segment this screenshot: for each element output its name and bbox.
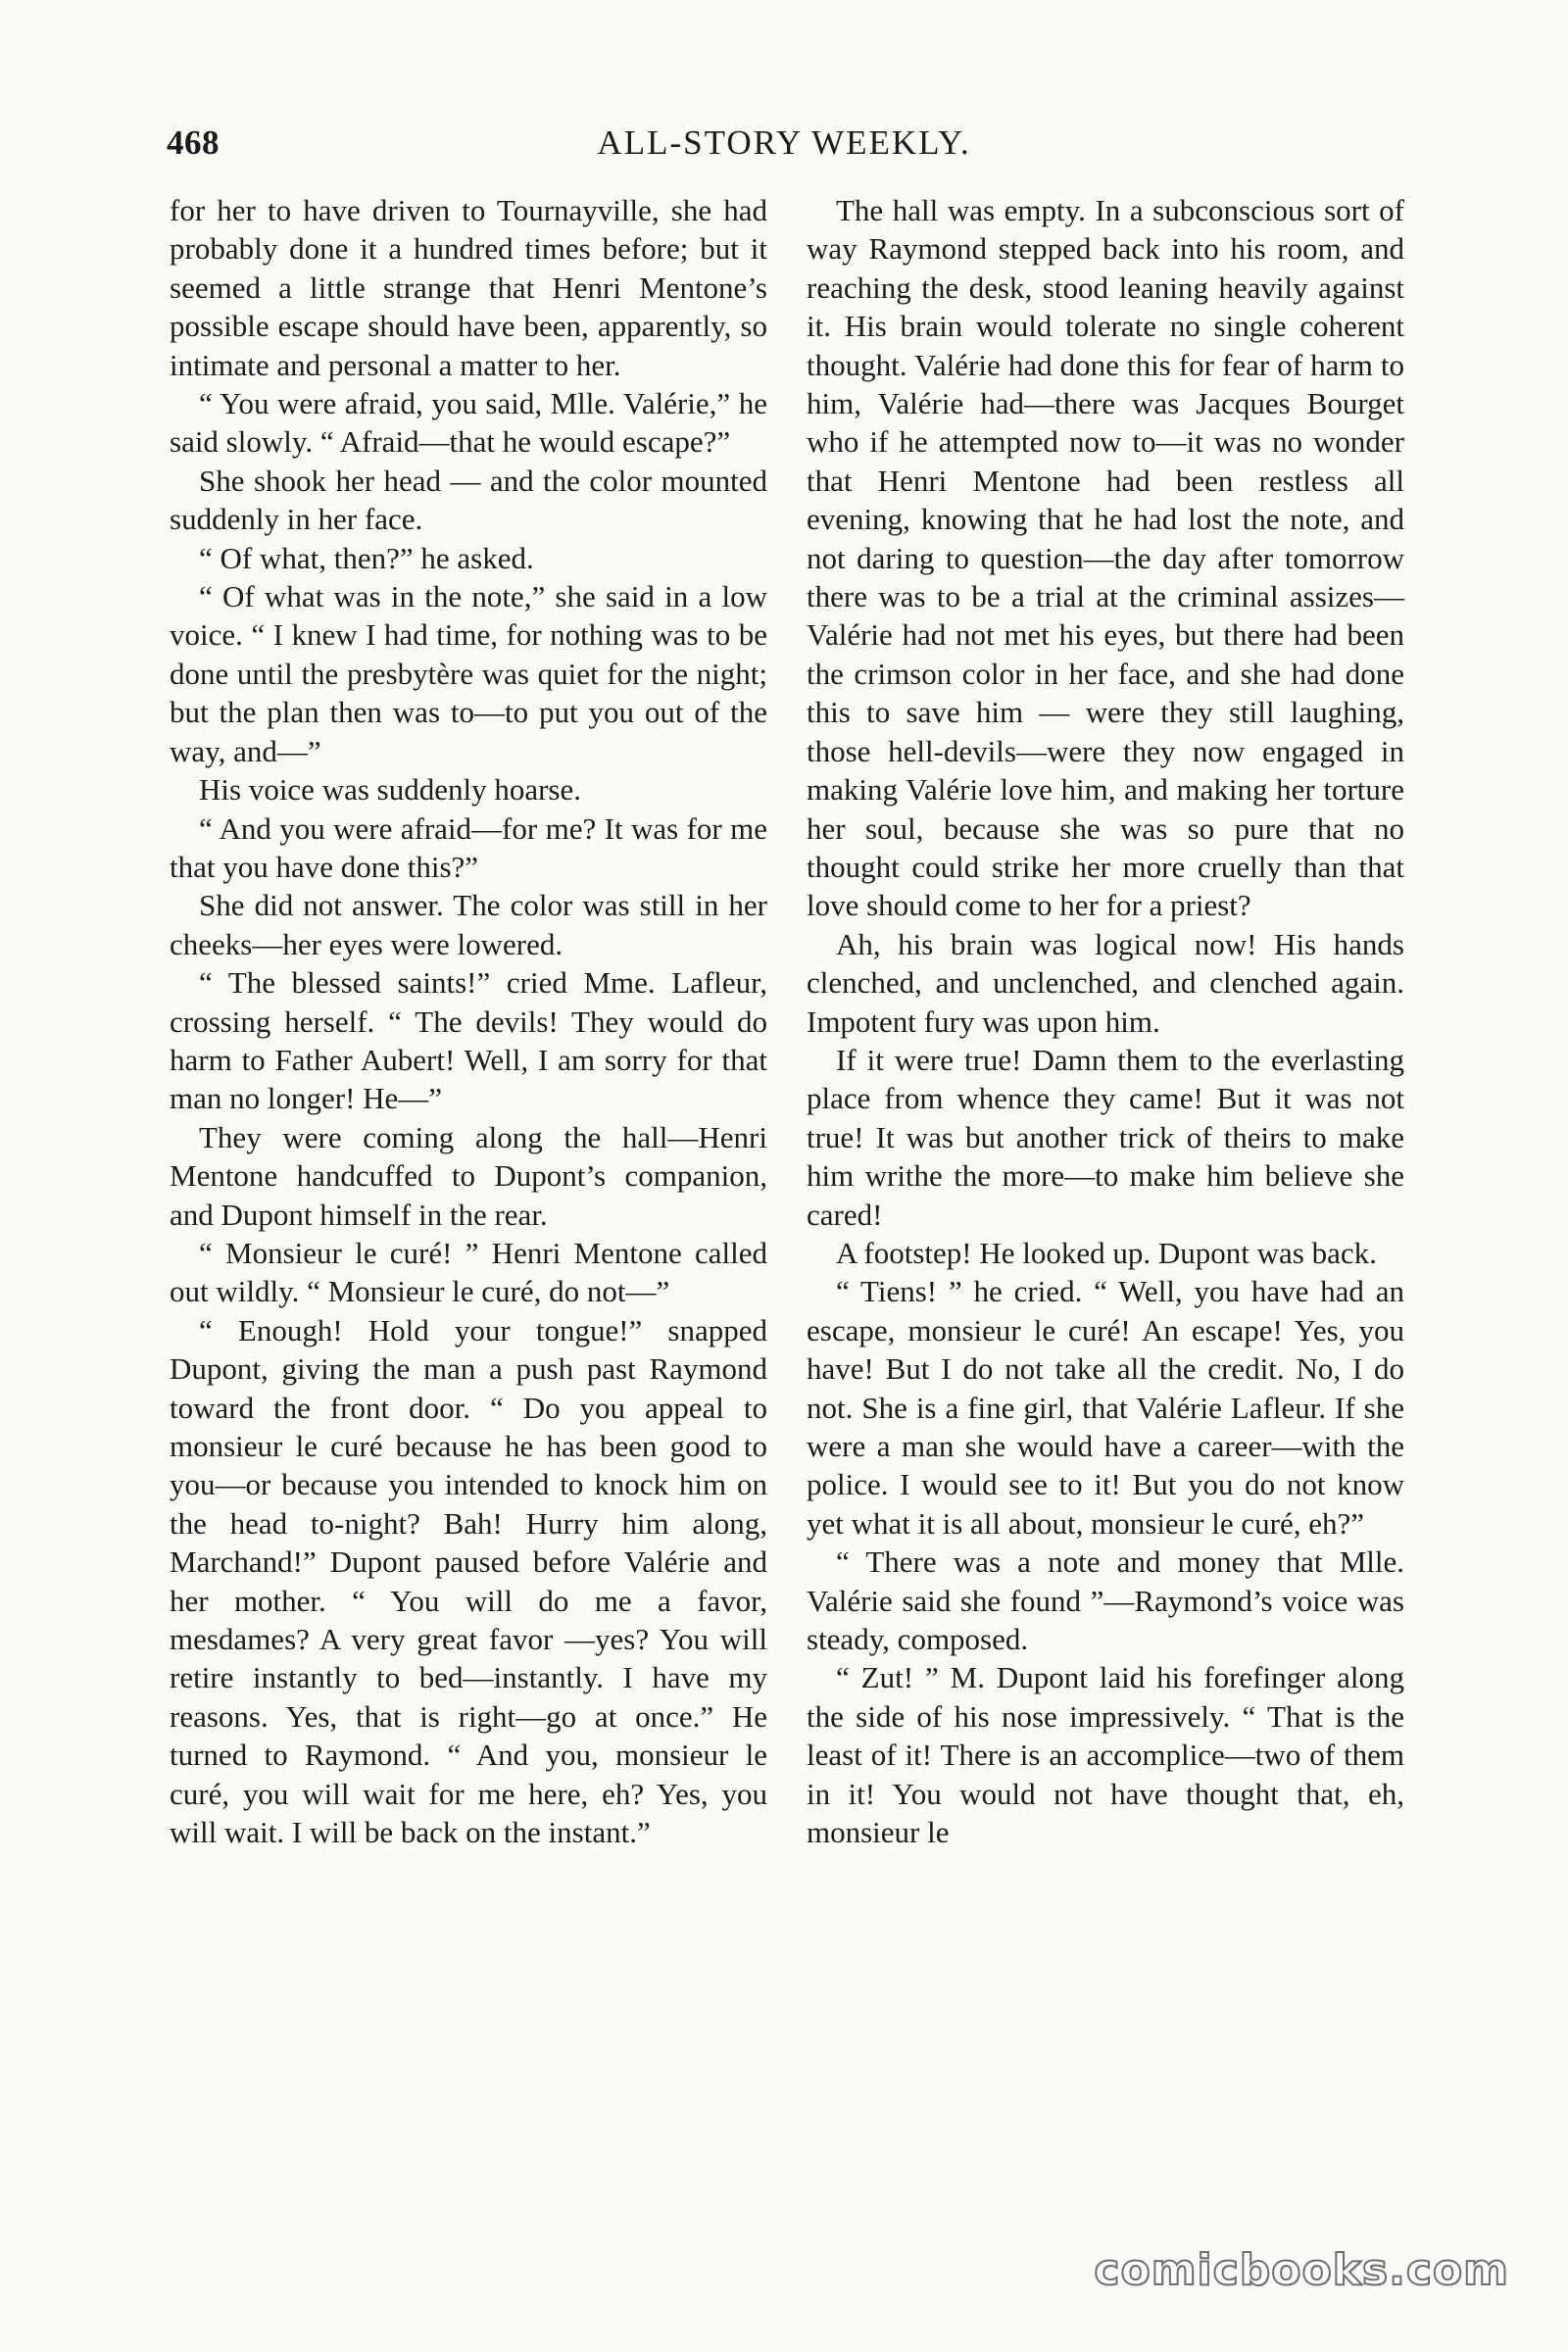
- watermark: comicbooks.com: [1094, 2245, 1509, 2295]
- paragraph: “ Tiens! ” he cried. “ Well, you have had an escape, monsieur le curé! An escape! Yes, you have! But I do not take all the credit. No, I do not. She is a fine girl, that Valérie Lafleur. If she were a man she would have a career—with the police. I would see to it! But you do not know yet what it is all about, monsieur le curé, eh?”: [807, 1274, 1404, 1541]
- paragraph: “ Monsieur le curé! ” Henri Mentone called out wildly. “ Monsieur le curé, do not—”: [170, 1235, 767, 1309]
- paragraph: “ Zut! ” M. Dupont laid his forefinger along the side of his nose impressively. “ That is the least of it! There is an accomplice—two of them in it! You would not have thought that, eh, monsieur le: [807, 1660, 1404, 1850]
- paragraph: They were coming along the hall—Henri Mentone handcuffed to Dupont’s companion, and Dupont himself in the rear.: [170, 1119, 767, 1232]
- paragraph: “ Enough! Hold your tongue!” snapped Dupont, giving the man a push past Raymond toward the front door. “ Do you appeal to monsieur le curé because he has been good to you—or because you intended to knock him on the head to-night? Bah! Hurry him along, Marchand!” Dupont paused before Valérie and her mother. “ You will do me a favor, mesdames? A very great favor —yes? You will retire instantly to bed—instantly. I have my reasons. Yes, that is right—go at once.” He turned to Raymond. “ And you, monsieur le curé, you will wait for me here, eh? Yes, you will wait. I will be back on the instant.”: [170, 1312, 767, 1850]
- paragraph: She shook her head — and the color mounted suddenly in her face.: [170, 463, 767, 537]
- paragraph: “ The blessed saints!” cried Mme. Lafleur, crossing herself. “ The devils! They would do harm to Father Aubert! Well, I am sorry for that man no longer! He—”: [170, 965, 767, 1116]
- left-column: [170, 191, 767, 1851]
- paragraph: A footstep! He looked up. Dupont was back.: [836, 1235, 1377, 1270]
- paragraph: If it were true! Damn them to the everlasting place from whence they came! But it was not true! It was but another trick of theirs to make him writhe the more—to make him believe she cared!: [807, 1042, 1404, 1232]
- paragraph: The hall was empty. In a subconscious sort of way Raymond stepped back into his room, and reaching the desk, stood leaning heavily against it. His brain would tolerate no single coherent thought. Valérie had done this for fear of harm to him, Valérie had—there was Jacques Bourget who if he attempted now to—it was no wonder that Henri Mentone had been restless all evening, knowing that he had lost the note, and not daring to question—the day after tomorrow there was to be a trial at the criminal assizes—Valérie had not met his eyes, but there had been the crimson color in her face, and she had done this to save him — were they still laughing, those hell-devils—were they now engaged in making Valérie love him, and making her torture her soul, because she was so pure that no thought could strike her more cruelly than that love should come to her for a priest?: [807, 193, 1404, 923]
- paragraph: His voice was suddenly hoarse.: [199, 772, 581, 808]
- paragraph: “ Of what, then?” he asked.: [199, 540, 534, 575]
- paragraph: “ There was a note and money that Mlle. Valérie said she found ”—Raymond’s voice was steady, composed.: [807, 1544, 1404, 1657]
- paragraph: Ah, his brain was logical now! His hands clenched, and unclenched, and clenched again. Impotent fury was upon him.: [807, 926, 1404, 1039]
- paragraph: She did not answer. The color was still in her cheeks—her eyes were lowered.: [170, 888, 767, 961]
- paragraph: for her to have driven to Tournayville, she had probably done it a hundred times before; but it seemed a little strange that Henri Mentone’s possible escape should have been, apparently, so intimate and personal a matter to her.: [170, 193, 767, 382]
- paragraph: “ You were afraid, you said, Mlle. Valérie,” he said slowly. “ Afraid—that he would escape?”: [170, 386, 767, 460]
- paragraph: “ And you were afraid—for me? It was for me that you have done this?”: [170, 810, 767, 884]
- right-column: [807, 191, 1404, 1851]
- page-number: 468: [167, 123, 220, 162]
- running-head: ALL-STORY WEEKLY.: [597, 123, 971, 162]
- paragraph: “ Of what was in the note,” she said in a low voice. “ I knew I had time, for nothing was to be done until the presbytère was quiet for the night; but the plan then was to—to put you out of the way, and—”: [170, 579, 767, 768]
